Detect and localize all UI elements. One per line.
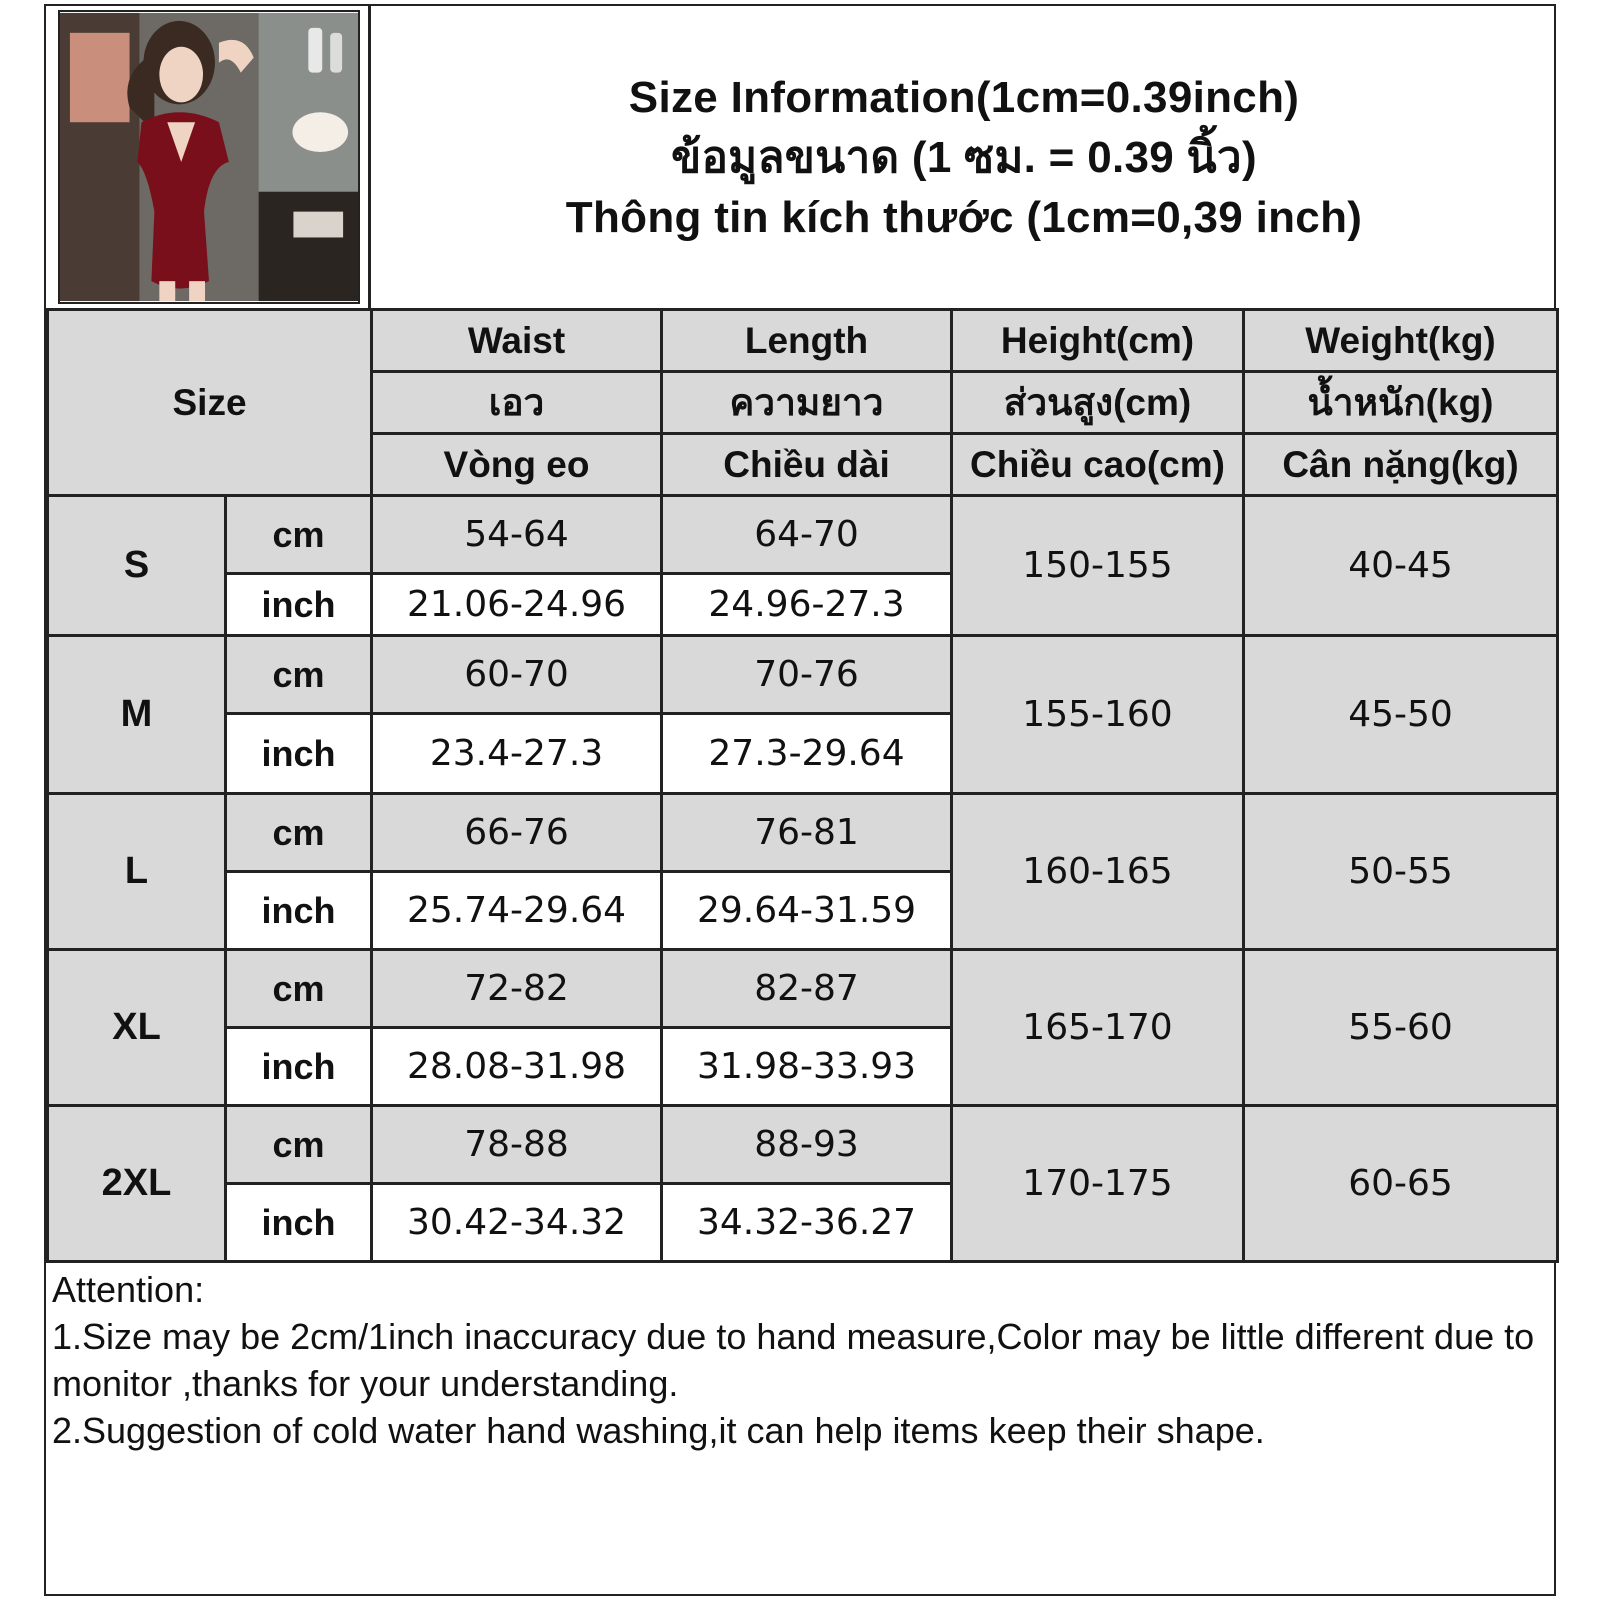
table-row [48, 1106, 1558, 1184]
waist-cm: 72-82 [372, 950, 662, 1028]
waist-cm: 78-88 [372, 1106, 662, 1184]
size-label: 2XL [48, 1106, 226, 1262]
weight-value: 45-50 [1244, 636, 1558, 794]
col-weight-vi: Cân nặng(kg) [1244, 434, 1558, 496]
weight-value: 50-55 [1244, 794, 1558, 950]
length-inch: 27.3-29.64 [662, 714, 952, 794]
waist-inch: 21.06-24.96 [372, 574, 662, 636]
col-weight-th: น้ำหนัก(kg) [1244, 372, 1558, 434]
waist-inch: 23.4-27.3 [372, 714, 662, 794]
title-thai: ข้อมูลขนาด (1 ซม. = 0.39 นิ้ว) [671, 133, 1257, 182]
dress-model-image [60, 12, 358, 302]
length-inch: 29.64-31.59 [662, 872, 952, 950]
col-weight-en: Weight(kg) [1244, 310, 1558, 372]
unit-cm: cm [226, 794, 372, 872]
unit-inch: inch [226, 1028, 372, 1106]
waist-cm: 66-76 [372, 794, 662, 872]
col-waist-th: เอว [372, 372, 662, 434]
waist-inch: 28.08-31.98 [372, 1028, 662, 1106]
size-table [46, 308, 1559, 1263]
header-divider [368, 6, 371, 308]
unit-cm: cm [226, 636, 372, 714]
height-value: 150-155 [952, 496, 1244, 636]
length-cm: 70-76 [662, 636, 952, 714]
length-cm: 64-70 [662, 496, 952, 574]
unit-inch: inch [226, 1184, 372, 1262]
col-height-vi: Chiều cao(cm) [952, 434, 1244, 496]
unit-inch: inch [226, 574, 372, 636]
waist-cm: 54-64 [372, 496, 662, 574]
size-chart-frame [44, 4, 1556, 1596]
length-inch: 31.98-33.93 [662, 1028, 952, 1106]
weight-value: 60-65 [1244, 1106, 1558, 1262]
product-photo [58, 10, 360, 304]
unit-cm: cm [226, 950, 372, 1028]
col-length-vi: Chiều dài [662, 434, 952, 496]
col-length-en: Length [662, 310, 952, 372]
unit-cm: cm [226, 496, 372, 574]
col-length-th: ความยาว [662, 372, 952, 434]
height-value: 155-160 [952, 636, 1244, 794]
weight-value: 55-60 [1244, 950, 1558, 1106]
unit-inch: inch [226, 872, 372, 950]
table-row [48, 950, 1558, 1028]
unit-inch: inch [226, 714, 372, 794]
size-label: XL [48, 950, 226, 1106]
length-inch: 24.96-27.3 [662, 574, 952, 636]
height-value: 165-170 [952, 950, 1244, 1106]
size-label: M [48, 636, 226, 794]
length-inch: 34.32-36.27 [662, 1184, 952, 1262]
table-row [48, 496, 1558, 574]
col-height-en: Height(cm) [952, 310, 1244, 372]
height-value: 160-165 [952, 794, 1244, 950]
waist-inch: 25.74-29.64 [372, 872, 662, 950]
attention-note-2: 2.Suggestion of cold water hand washing,it can help items keep their shape. [52, 1410, 1265, 1451]
size-info-titles [372, 68, 1556, 248]
length-cm: 82-87 [662, 950, 952, 1028]
col-waist-vi: Vòng eo [372, 434, 662, 496]
title-english: Size Information(1cm=0.39inch) [628, 73, 1300, 122]
length-cm: 88-93 [662, 1106, 952, 1184]
size-label: L [48, 794, 226, 950]
table-row [48, 794, 1558, 872]
unit-cm: cm [226, 1106, 372, 1184]
length-cm: 76-81 [662, 794, 952, 872]
col-waist-en: Waist [372, 310, 662, 372]
height-value: 170-175 [952, 1106, 1244, 1262]
table-row [48, 636, 1558, 714]
waist-inch: 30.42-34.32 [372, 1184, 662, 1262]
weight-value: 40-45 [1244, 496, 1558, 636]
title-vietnamese: Thông tin kích thước (1cm=0,39 inch) [565, 193, 1363, 242]
col-height-th: ส่วนสูง(cm) [952, 372, 1244, 434]
waist-cm: 60-70 [372, 636, 662, 714]
size-header: Size [48, 310, 372, 496]
attention-heading: Attention: [52, 1269, 205, 1310]
size-label: S [48, 496, 226, 636]
attention-note-1: 1.Size may be 2cm/1inch inaccuracy due to hand measure,Color may be little different due to monitor ,thanks for your understanding. [52, 1316, 1535, 1404]
attention-notes [52, 1266, 1542, 1454]
